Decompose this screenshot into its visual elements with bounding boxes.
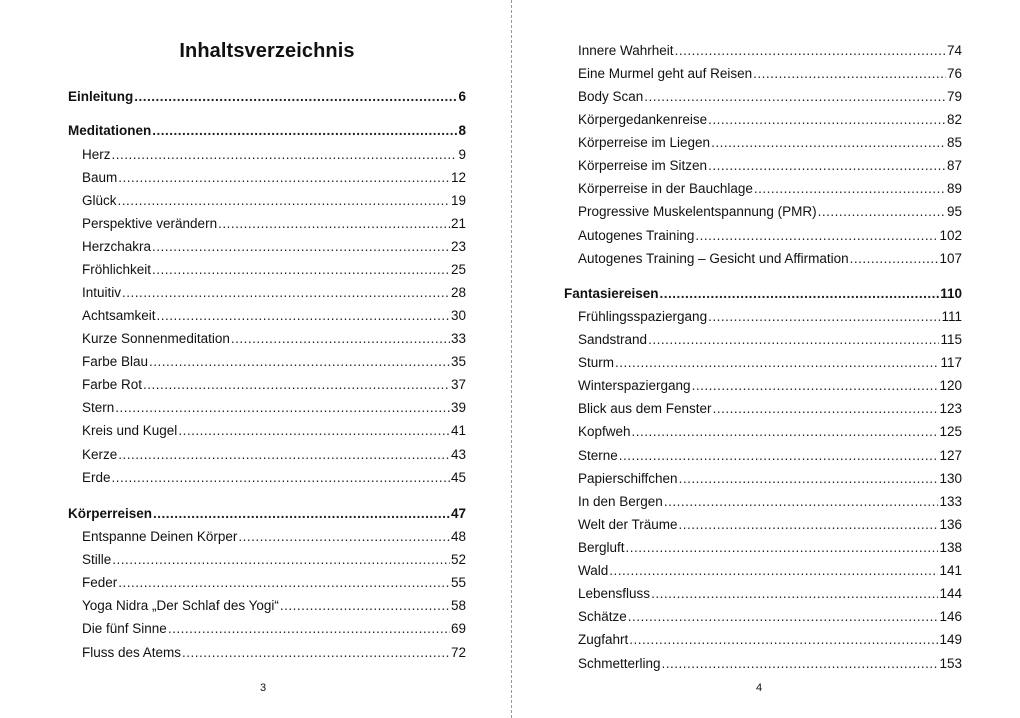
- toc-entry-page-number: 12: [450, 170, 466, 185]
- toc-entry-label: Perspektive verändern: [82, 216, 218, 231]
- dot-leader: [112, 468, 450, 488]
- toc-entry-label: Entspanne Deinen Körper: [82, 529, 238, 544]
- toc-section-entry: [564, 284, 962, 304]
- toc-entry-page-number: 111: [941, 309, 962, 324]
- toc-entry: [82, 573, 466, 593]
- dot-leader: [708, 110, 946, 130]
- toc-entry-label: Welt der Träume: [578, 517, 678, 532]
- toc-entry-label: Winterspaziergang: [578, 378, 691, 393]
- toc-entry-label: Farbe Blau: [82, 354, 149, 369]
- dot-leader: [280, 596, 450, 616]
- dot-leader: [218, 214, 450, 234]
- toc-entry-page-number: 146: [939, 609, 962, 624]
- toc-entry-page-number: 76: [946, 66, 962, 81]
- toc-entry-label: Yoga Nidra „Der Schlaf des Yogi“: [82, 598, 279, 613]
- toc-entry-page-number: 89: [946, 181, 962, 196]
- toc-entry-label: Bergluft: [578, 540, 625, 555]
- toc-entry-page-number: 48: [450, 529, 466, 544]
- toc-entry: [82, 260, 466, 280]
- toc-entry-label: Sterne: [578, 448, 618, 463]
- toc-entry-label: Meditationen: [68, 123, 152, 138]
- toc-entry: [578, 538, 962, 558]
- toc-entry-label: Schätze: [578, 609, 627, 624]
- toc-entry-page-number: 28: [450, 285, 466, 300]
- toc-entry-label: Fröhlichkeit: [82, 262, 152, 277]
- dot-leader: [615, 353, 939, 373]
- dot-leader: [115, 398, 450, 418]
- dot-leader: [168, 619, 450, 639]
- toc-entry-label: Die fünf Sinne: [82, 621, 167, 636]
- toc-entry-label: Eine Murmel geht auf Reisen: [578, 66, 753, 81]
- toc-entry: [82, 214, 466, 234]
- dot-leader: [152, 260, 450, 280]
- toc-entry-page-number: 110: [940, 286, 962, 301]
- toc-entry-page-number: 79: [946, 89, 962, 104]
- toc-entry-page-number: 95: [946, 204, 962, 219]
- toc-entry: [82, 527, 466, 547]
- toc-entry-page-number: 30: [450, 308, 466, 323]
- dot-leader: [662, 654, 939, 674]
- toc-entry-label: Stille: [82, 552, 112, 567]
- dot-leader: [632, 422, 939, 442]
- toc-entry-page-number: 45: [450, 470, 466, 485]
- toc-entry-page-number: 47: [450, 506, 466, 521]
- toc-entry-page-number: 153: [939, 656, 962, 671]
- right-page: [512, 0, 1020, 718]
- toc-entry: [82, 468, 466, 488]
- toc-entry: [82, 352, 466, 372]
- dot-leader: [648, 330, 939, 350]
- toc-entry-label: Baum: [82, 170, 118, 185]
- dot-leader: [651, 584, 938, 604]
- toc-entry-page-number: 35: [450, 354, 466, 369]
- dot-leader: [753, 64, 946, 84]
- toc-entry-label: Körpergedankenreise: [578, 112, 708, 127]
- toc-entry-label: Frühlingsspaziergang: [578, 309, 708, 324]
- toc-entry-label: Papierschiffchen: [578, 471, 678, 486]
- toc-entry-label: Körperreise im Sitzen: [578, 158, 708, 173]
- dot-leader: [182, 643, 450, 663]
- toc-entry-page-number: 141: [939, 563, 962, 578]
- toc-entry-label: Farbe Rot: [82, 377, 143, 392]
- dot-leader: [619, 446, 939, 466]
- toc-entry: [578, 179, 962, 199]
- toc-entry-page-number: 133: [939, 494, 962, 509]
- toc-entry: [82, 375, 466, 395]
- dot-leader: [178, 421, 450, 441]
- toc-entry-page-number: 115: [940, 332, 962, 347]
- toc-entry-label: Feder: [82, 575, 118, 590]
- toc-entry: [578, 330, 962, 350]
- toc-entry-page-number: 19: [450, 193, 466, 208]
- toc-entry-label: In den Bergen: [578, 494, 663, 509]
- dot-leader: [112, 145, 458, 165]
- toc-entry-label: Wald: [578, 563, 609, 578]
- toc-entry-label: Kerze: [82, 447, 118, 462]
- toc-entry: [82, 619, 466, 639]
- toc-entry-page-number: 58: [450, 598, 466, 613]
- dot-leader: [679, 469, 939, 489]
- toc-entry-label: Body Scan: [578, 89, 644, 104]
- dot-leader: [660, 284, 940, 304]
- dot-leader: [157, 306, 450, 326]
- toc-entry: [578, 41, 962, 61]
- toc-entry: [82, 145, 466, 165]
- toc-entry-page-number: 136: [939, 517, 962, 532]
- toc-entry-label: Blick aus dem Fenster: [578, 401, 712, 416]
- toc-entry-label: Sandstrand: [578, 332, 648, 347]
- toc-entry: [578, 87, 962, 107]
- dot-leader: [118, 191, 450, 211]
- toc-entry: [82, 596, 466, 616]
- dot-leader: [152, 237, 450, 257]
- toc-entry-page-number: 25: [450, 262, 466, 277]
- dot-leader: [122, 283, 450, 303]
- toc-entry-page-number: 74: [946, 43, 962, 58]
- toc-entry: [578, 561, 962, 581]
- toc-entry-label: Achtsamkeit: [82, 308, 156, 323]
- toc-section-entry: [68, 87, 466, 107]
- toc-entry-label: Schmetterling: [578, 656, 661, 671]
- dot-leader: [695, 226, 938, 246]
- toc-entry-label: Kreis und Kugel: [82, 423, 178, 438]
- dot-leader: [626, 538, 939, 558]
- toc-entry-label: Sturm: [578, 355, 615, 370]
- toc-entry-label: Progressive Muskelentspannung (PMR): [578, 204, 817, 219]
- toc-entry: [82, 283, 466, 303]
- toc-entry-label: Herz: [82, 147, 111, 162]
- toc-entry: [578, 133, 962, 153]
- toc-entry-page-number: 72: [450, 645, 466, 660]
- toc-entry-page-number: 87: [946, 158, 962, 173]
- toc-entry-label: Kopfweh: [578, 424, 631, 439]
- toc-entry-page-number: 149: [939, 632, 962, 647]
- toc-entry: [82, 421, 466, 441]
- toc-entry-page-number: 43: [450, 447, 466, 462]
- toc-entry-label: Fluss des Atems: [82, 645, 182, 660]
- dot-leader: [664, 492, 939, 512]
- toc-entry-label: Einleitung: [68, 89, 134, 104]
- toc-entry-page-number: 107: [939, 251, 962, 266]
- toc-entry-page-number: 8: [458, 123, 466, 138]
- toc-entry-label: Körperreise im Liegen: [578, 135, 711, 150]
- toc-entry: [578, 399, 962, 419]
- dot-leader: [708, 156, 946, 176]
- toc-entry-page-number: 6: [458, 89, 466, 104]
- dot-leader: [628, 607, 939, 627]
- dot-leader: [818, 202, 946, 222]
- toc-entry: [578, 307, 962, 327]
- toc-entry-page-number: 123: [939, 401, 962, 416]
- toc-entry-page-number: 21: [450, 216, 466, 231]
- toc-entry: [82, 191, 466, 211]
- toc-entry: [578, 376, 962, 396]
- dot-leader: [754, 179, 946, 199]
- toc-entry: [578, 654, 962, 674]
- toc-entry-page-number: 52: [450, 552, 466, 567]
- dot-leader: [644, 87, 946, 107]
- dot-leader: [153, 504, 450, 524]
- toc-entry: [578, 492, 962, 512]
- toc-entry-label: Körperreisen: [68, 506, 153, 521]
- toc-entry: [82, 237, 466, 257]
- toc-entry-page-number: 102: [939, 228, 962, 243]
- toc-entry-label: Autogenes Training: [578, 228, 695, 243]
- toc-entry: [578, 249, 962, 269]
- toc-entry-label: Intuitiv: [82, 285, 122, 300]
- dot-leader: [118, 573, 450, 593]
- dot-leader: [629, 630, 938, 650]
- dot-leader: [118, 168, 450, 188]
- toc-entry: [578, 226, 962, 246]
- toc-entry: [82, 306, 466, 326]
- toc-entry-page-number: 9: [458, 147, 466, 162]
- toc-entry: [578, 422, 962, 442]
- toc-entry: [82, 168, 466, 188]
- page-title: Inhaltsverzeichnis: [179, 40, 355, 62]
- toc-entry: [578, 515, 962, 535]
- dot-leader: [231, 329, 450, 349]
- dot-leader: [850, 249, 939, 269]
- toc-entry-label: Stern: [82, 400, 115, 415]
- toc-entry-page-number: 125: [939, 424, 962, 439]
- toc-entry-label: Fantasiereisen: [564, 286, 659, 301]
- page-number-left: 3: [259, 682, 267, 694]
- dot-leader: [609, 561, 938, 581]
- toc-section-entry: [68, 121, 466, 141]
- toc-entry: [82, 329, 466, 349]
- toc-entry-label: Zugfahrt: [578, 632, 629, 647]
- dot-leader: [112, 550, 450, 570]
- toc-entry: [578, 353, 962, 373]
- toc-entry-page-number: 138: [939, 540, 962, 555]
- toc-entry: [578, 202, 962, 222]
- toc-entry-label: Lebensfluss: [578, 586, 651, 601]
- page-number-right: 4: [755, 682, 763, 694]
- dot-leader: [711, 133, 946, 153]
- toc-entry-page-number: 37: [450, 377, 466, 392]
- toc-entry-label: Kurze Sonnenmeditation: [82, 331, 230, 346]
- toc-entry: [578, 630, 962, 650]
- dot-leader: [713, 399, 939, 419]
- toc-entry-page-number: 127: [939, 448, 962, 463]
- toc-entry-label: Herzchakra: [82, 239, 152, 254]
- toc-entry-page-number: 120: [939, 378, 962, 393]
- dot-leader: [134, 87, 457, 107]
- toc-entry: [578, 156, 962, 176]
- toc-entry: [82, 398, 466, 418]
- toc-entry: [578, 110, 962, 130]
- dot-leader: [708, 307, 940, 327]
- toc-entry-page-number: 33: [450, 331, 466, 346]
- dot-leader: [118, 445, 450, 465]
- dot-leader: [238, 527, 450, 547]
- dot-leader: [679, 515, 939, 535]
- toc-entry-label: Innere Wahrheit: [578, 43, 674, 58]
- toc-entry-page-number: 82: [946, 112, 962, 127]
- toc-entry-page-number: 41: [450, 423, 466, 438]
- toc-entry-page-number: 144: [939, 586, 962, 601]
- toc-entry-page-number: 85: [946, 135, 962, 150]
- dot-leader: [149, 352, 450, 372]
- toc-entry-page-number: 69: [450, 621, 466, 636]
- toc-entry: [82, 550, 466, 570]
- toc-entry: [82, 643, 466, 663]
- dot-leader: [143, 375, 450, 395]
- toc-section-entry: [68, 504, 466, 524]
- toc-entry-page-number: 55: [450, 575, 466, 590]
- toc-entry-page-number: 23: [450, 239, 466, 254]
- toc-entry-label: Glück: [82, 193, 117, 208]
- toc-entry-page-number: 39: [450, 400, 466, 415]
- toc-entry-label: Körperreise in der Bauchlage: [578, 181, 753, 196]
- toc-entry-page-number: 117: [940, 355, 962, 370]
- dot-leader: [692, 376, 939, 396]
- toc-entry-page-number: 130: [939, 471, 962, 486]
- toc-entry: [82, 445, 466, 465]
- dot-leader: [152, 121, 457, 141]
- toc-entry: [578, 469, 962, 489]
- dot-leader: [675, 41, 946, 61]
- toc-entry-label: Erde: [82, 470, 111, 485]
- toc-entry: [578, 607, 962, 627]
- toc-entry: [578, 584, 962, 604]
- toc-entry: [578, 64, 962, 84]
- toc-entry: [578, 446, 962, 466]
- toc-entry-label: Autogenes Training – Gesicht und Affirmation: [578, 251, 849, 266]
